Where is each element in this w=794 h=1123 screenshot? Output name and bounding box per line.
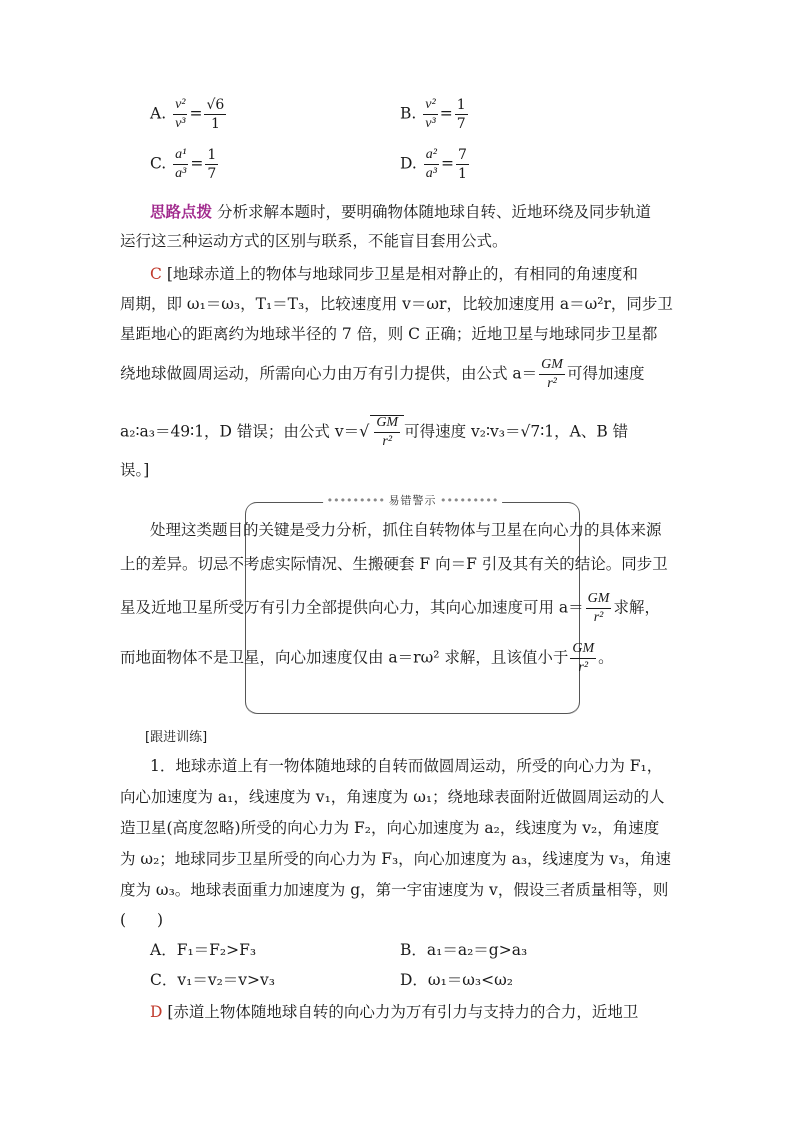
fraction (455, 98, 468, 131)
option-b (400, 98, 470, 131)
hint-text: 分析求解本题时，要明确物体随地球自转、近地环绕及同步轨道 (216, 203, 651, 221)
answer-line-3: 星距地心的距离约为地球半径的 7 倍，则 C 正确；近地卫星与地球同步卫星都 (120, 325, 658, 343)
numerator: 1 (456, 97, 466, 113)
denominator: v³ (425, 116, 436, 131)
denominator: 7 (456, 116, 466, 132)
fraction (205, 148, 218, 181)
hint-line-1 (150, 200, 684, 224)
answer-text: a₂∶a₃＝49∶1，D 错误；由公式 v＝ (120, 422, 360, 441)
train-option-d: D．ω₁＝ω₃<ω₂ (400, 971, 513, 989)
option-label: A. (150, 104, 167, 123)
option-label: D. (400, 154, 417, 173)
answer-line-1 (150, 262, 684, 286)
numerator: a² (424, 148, 439, 165)
denominator: a³ (175, 166, 187, 181)
numerator: GM (374, 416, 400, 433)
equals: = (190, 154, 204, 173)
numerator: v² (173, 98, 187, 115)
option-label: C. (150, 154, 167, 173)
answer-text: 绕地球做圆周运动，所需向心力由万有引力提供，由公式 a＝ (120, 364, 538, 383)
warning-box-bottom (246, 701, 579, 714)
train-answer-line (150, 1000, 684, 1024)
answer-text: [赤道上物体随地球自转的向心力为万有引力与支持力的合力，近地卫 (167, 1003, 639, 1021)
fraction (204, 98, 226, 131)
option-c (150, 148, 220, 181)
sqrt-body (370, 415, 404, 449)
warning-text: 而地面物体不是卫星，向心加速度仅由 a＝rω² 求解，且该值小于 (120, 648, 569, 667)
numerator: GM (539, 358, 565, 375)
equals: = (440, 154, 454, 173)
numerator: GM (586, 592, 612, 609)
answer-text: 可得加速度 (566, 364, 645, 383)
question-line-5: 度为 ω₃。地球表面重力加速度为 g，第一宇宙速度为 v，假设三者质量相等，则 (120, 881, 669, 899)
warning-line-3 (120, 592, 684, 625)
numerator: 7 (457, 147, 467, 163)
warning-text: 星及近地卫星所受万有引力全部提供向心力，其向心加速度可用 a＝ (120, 598, 584, 617)
denominator: r² (578, 660, 589, 675)
answer-line-5 (120, 415, 684, 449)
denominator: 1 (210, 116, 220, 132)
equals: = (189, 104, 203, 123)
answer-line-2: 周期，即 ω₁＝ω₃，T₁＝T₃，比较速度用 v＝ωr，比较加速度用 a＝ω²r，同步卫 (120, 295, 673, 313)
question-line-2: 向心加速度为 a₁，线速度为 v₁，角速度为 ω₁；绕地球表面附近做圆周运动的人 (120, 788, 665, 806)
question-line-3: 造卫星(高度忽略)所受的向心力为 F₂，向心加速度为 a₂，线速度为 v₂，角速度 (120, 819, 660, 837)
denominator: 1 (457, 166, 467, 182)
question-line-4: 为 ω₂；地球同步卫星所受的向心力为 F₃，向心加速度为 a₃，线速度为 v₃，角速 (120, 850, 671, 868)
numerator: GM (570, 642, 596, 659)
denominator: r² (593, 610, 604, 625)
warning-text: 求解， (613, 598, 660, 617)
denominator: r² (547, 376, 557, 391)
answer-letter: C (150, 265, 162, 283)
equals: = (439, 104, 453, 123)
warning-line-4 (120, 642, 684, 675)
fraction (456, 148, 469, 181)
fraction (423, 98, 437, 131)
fraction (173, 98, 187, 131)
hint-label: 思路点拨 (150, 202, 213, 221)
answer-line-4 (120, 358, 684, 391)
option-d (400, 148, 471, 181)
question-line-6: ( ) (120, 911, 164, 929)
fraction (424, 148, 439, 181)
numerator: √6 (206, 97, 225, 113)
hint-line-2: 运行这三种运动方式的区别与联系，不能盲目套用公式。 (120, 232, 508, 250)
fraction (173, 148, 188, 181)
answer-text: [地球赤道上的物体与地球同步卫星是相对静止的，有相同的角速度和 (166, 265, 638, 283)
warning-line-2: 上的差异。切忌不考虑实际情况、生搬硬套 F 向＝F 引及其有关的结论。同步卫 (120, 555, 668, 573)
train-option-b: B．a₁＝a₂＝g>a₃ (400, 941, 528, 959)
gm-fraction (586, 592, 612, 625)
denominator: 7 (207, 166, 217, 182)
denominator: a³ (425, 166, 437, 181)
training-heading: [跟进训练] (145, 730, 208, 745)
numerator: 1 (207, 147, 217, 163)
sqrt-sign: √ (359, 421, 370, 441)
gm-fraction (374, 416, 400, 449)
gm-fraction (570, 642, 596, 675)
warning-title-text: 易错警示 (388, 494, 437, 507)
option-a (150, 98, 228, 131)
option-label: B. (400, 104, 417, 123)
denominator: v³ (175, 116, 186, 131)
denominator: r² (382, 434, 393, 449)
warning-title: ••••••••• 易错警示 ••••••••• (323, 492, 503, 508)
answer-letter: D (150, 1003, 163, 1021)
warning-text: 。 (598, 648, 614, 667)
gm-fraction (539, 358, 565, 391)
warning-line-1: 处理这类题目的关键是受力分析，抓住自转物体与卫星在向心力的具体来源 (150, 521, 662, 539)
question-line-1: 1．地球赤道上有一物体随地球的自转而做圆周运动，所受的向心力为 F₁， (150, 757, 663, 775)
train-option-a: A．F₁＝F₂>F₃ (150, 941, 257, 959)
answer-line-6: 误。] (120, 461, 150, 479)
train-option-c: C．v₁＝v₂＝v>v₃ (150, 971, 276, 989)
numerator: a¹ (173, 148, 188, 165)
answer-text: 可得速度 v₂∶v₃＝√7∶1，A、B 错 (404, 422, 629, 441)
numerator: v² (423, 98, 437, 115)
